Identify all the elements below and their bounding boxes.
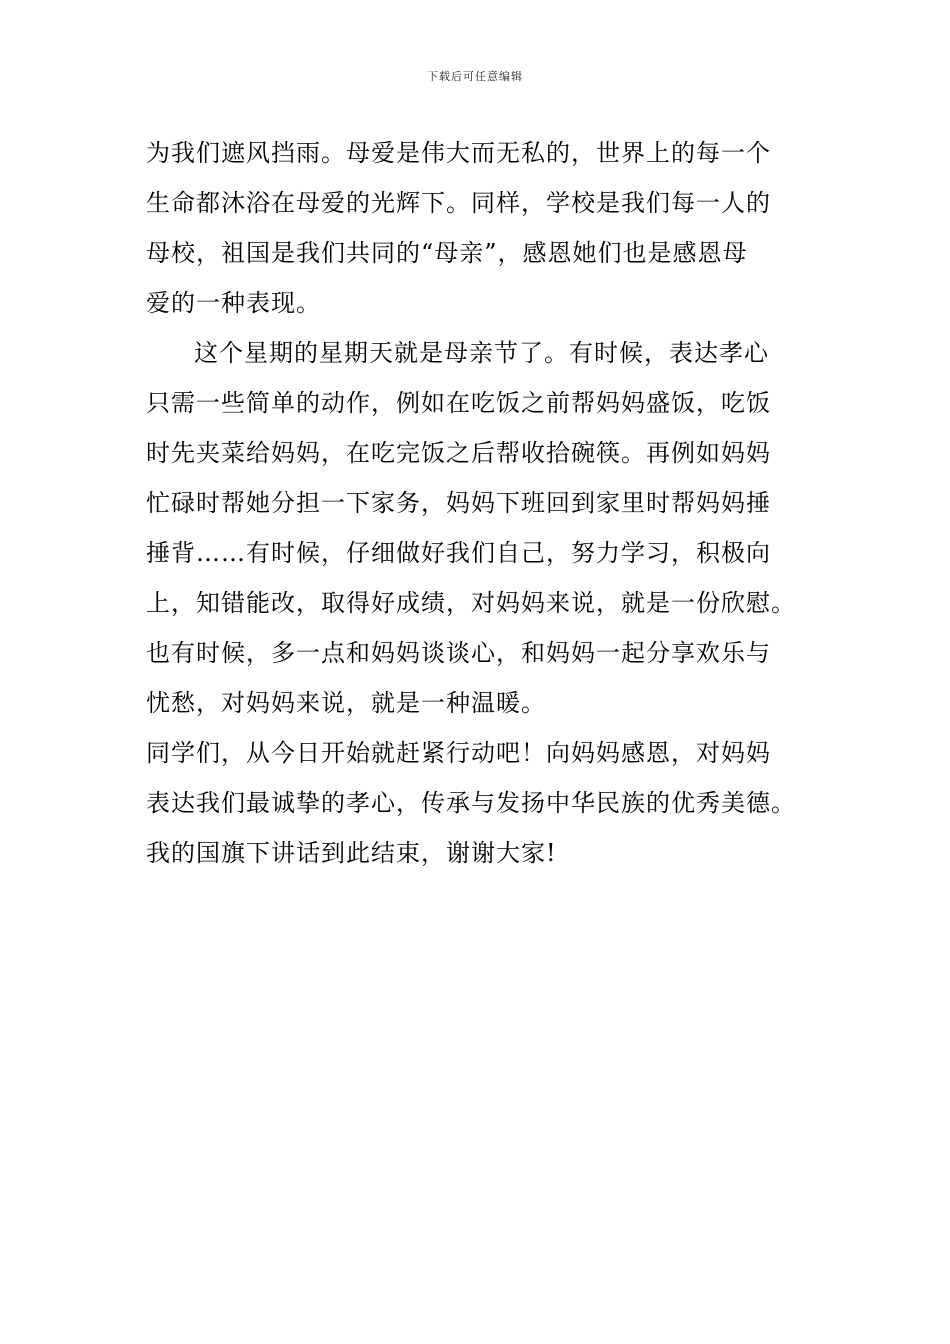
text-line: 为我们遮风挡雨。母爱是伟大而无私的，世界上的每一个 [146, 139, 771, 167]
paragraph-first-line: 这个星期的星期天就是母亲节了。有时候，表达孝心 [194, 339, 769, 367]
text-line: 捶背……有时候，仔细做好我们自己，努力学习，积极向 [146, 539, 771, 567]
text-line: 只需一些简单的动作，例如在吃饭之前帮妈妈盛饭，吃饭 [146, 389, 771, 417]
text-line: 忧愁，对妈妈来说，就是一种温暖。 [146, 689, 546, 717]
text-line: 爱的一种表现。 [146, 289, 321, 317]
text-line: 时先夹菜给妈妈，在吃完饭之后帮收拾碗筷。再例如妈妈 [146, 439, 771, 467]
text-line: 我的国旗下讲话到此结束，谢谢大家! [146, 839, 557, 867]
text-line: 忙碌时帮她分担一下家务，妈妈下班回到家里时帮妈妈捶 [146, 489, 771, 517]
page-header: 下载后可任意编辑 [427, 70, 523, 83]
text-line: 表达我们最诚挚的孝心，传承与发扬中华民族的优秀美德。 [146, 789, 796, 817]
paragraph-first-line: 同学们，从今日开始就赶紧行动吧！向妈妈感恩，对妈妈 [146, 739, 771, 767]
text-line: 也有时候，多一点和妈妈谈谈心，和妈妈一起分享欢乐与 [146, 639, 771, 667]
body-text [146, 128, 806, 878]
text-line: 生命都沐浴在母爱的光辉下。同样，学校是我们每一人的 [146, 189, 771, 217]
text-line: 上，知错能改，取得好成绩，对妈妈来说，就是一份欣慰。 [146, 589, 796, 617]
text-line: 母校，祖国是我们共同的“母亲”，感恩她们也是感恩母 [146, 239, 748, 267]
